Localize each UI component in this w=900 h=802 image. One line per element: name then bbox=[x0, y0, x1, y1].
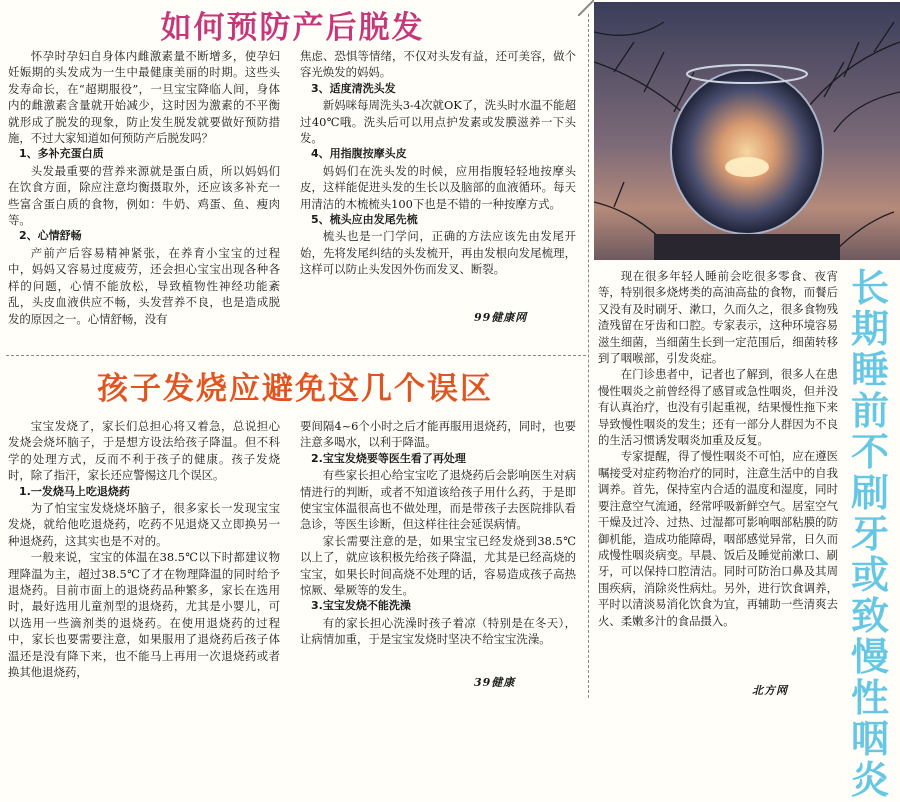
paragraph: 梳头也是一门学问，正确的方法应该先由发尾开始，先将发尾纠结的头发梳开，再由发根向发尾梳理，这样可以防止头发因外伤而发叉、断裂。 bbox=[300, 229, 576, 277]
paragraph: 在门诊患者中，记者也了解到，很多人在患慢性咽炎之前曾经得了感冒或急性咽炎，但并没有认真治疗，也没有引起重视，结果慢性拖下来导致慢性咽炎的发生；还有一部分人群因为不良的生活习惯诱发咽炎加重及反复。 bbox=[598, 367, 838, 448]
section-heading: 4、用指腹按摩头皮 bbox=[311, 147, 407, 161]
paragraph: 家长需要注意的是，如果宝宝已经发烧到38.5℃以上了，就应该积极先给孩子降温，尤其是已经高烧的宝宝，如果长时间高烧不处理的话，容易造成孩子高热惊厥、晕厥等的发生。 bbox=[300, 533, 576, 598]
paragraph: 宝宝发烧了，家长们总担心将又着急，总说担心发烧会烧坏脑子，于是想方设法给孩子降温。但不科学的处理方式，反而不利于孩子的健康。孩子发烧时，除了指汗，家长还应警惕这几个误区。 bbox=[8, 419, 280, 483]
article1-title: 如何预防产后脱发 bbox=[160, 10, 425, 46]
article3-source: 北方网 bbox=[752, 684, 788, 697]
article3-title: 长期睡前不刷牙或致慢性咽炎 bbox=[850, 266, 889, 802]
article3-body bbox=[598, 268, 838, 629]
paragraph: 有的家长担心洗澡时孩子着凉（特别是在冬天），让病情加重，于是宝宝发烧时坚决不给宝宝洗澡。 bbox=[300, 615, 576, 647]
paragraph: 焦虑、恐惧等情绪，不仅对头发有益，还可美容，做个容光焕发的妈妈。 bbox=[300, 49, 576, 80]
article1-column-1 bbox=[8, 48, 280, 327]
paragraph: 产前产后容易精神紧张，在养育小宝宝的过程中，妈妈又容易过度疲劳，还会担心宝宝出现各种各样的问题，心情不能放松，导致植物性神经功能紊乱，头皮血液供应不畅，头发营养不良，也是造成脱发的原因之一。心情舒畅，没有 bbox=[8, 245, 280, 326]
section-divider bbox=[6, 355, 586, 356]
section-heading: 1、多补充蛋白质 bbox=[19, 147, 104, 161]
paragraph: 现在很多年轻人睡前会吃很多零食、夜宵等，特别很多烧烤类的高油高盐的食物，而餐后又没有及时刷牙、漱口，久而久之，很多食物残渣残留在牙齿和口腔。专家表示，这种环境容易滋生细菌，当细菌生长到一定范围后，细菌转移到了咽喉部，引发炎症。 bbox=[598, 269, 838, 366]
paragraph: 怀孕时孕妇自身体内雌激素量不断增多，使孕妇妊娠期的头发成为一生中最健康美丽的时期。这些头发寿命长，在“超期服役”，一旦宝宝降临人间，身体内的雌激素含量就开始减少，这时因为激素的不平衡就形成了脱发的现象，防止发生脱发就要做好预防措施，不过大家知道如何预防产后脱发吗？ bbox=[8, 49, 280, 146]
paragraph: 新妈咪每周洗头3-4次就OK了，洗头时水温不能超过40℃哦。洗头后可以用点护发素或发膜滋养一下头发。 bbox=[300, 98, 576, 146]
article2-title: 孩子发烧应避免这几个误区 bbox=[97, 371, 493, 407]
section-heading: 3.宝宝发烧不能洗澡 bbox=[311, 599, 411, 613]
paragraph: 一般来说，宝宝的体温在38.5℃以下时都建议物理降温为主，超过38.5℃了才在物理降温的同时给予退烧药。目前市面上的退烧药品种繁多，家长在选用时，最好选用儿童剂型的退烧药，尤其是小婴儿，可以选用一些滴剂类的退烧药。在使用退烧药的过程中，家长也要需要注意，如果服用了退烧药后孩子体温还是没有降下来，也不能马上再用一次退烧药或者换其他退烧药， bbox=[8, 550, 280, 680]
article1-column-2 bbox=[300, 48, 576, 278]
paragraph: 专家提醒，得了慢性咽炎不可怕，应在遵医嘱接受对症药物治疗的同时，注意生活中的自我调养。首先，保持室内合适的温度和湿度，同时要注意空气流通，经常呼吸新鲜空气。居室空气干燥及过冷、过热、过湿都可影响咽部粘膜的防御机能，造成功能障碍，咽部感觉异常，日久而成慢性咽炎病变。早晨、饭后及睡觉前漱口、刷牙，可以保持口腔清洁。同时可防治口鼻及其周围疾病，消除炎性病灶。另外，进行饮食调养，平时以清淡易消化饮食为宜，再辅助一些清爽去火、柔嫩多汁的食品摄入。 bbox=[598, 449, 838, 628]
section-heading: 2.宝宝发烧要等医生看了再处理 bbox=[311, 451, 466, 465]
section-heading: 3、适度清洗头发 bbox=[311, 81, 396, 95]
sunset-glass-photo bbox=[594, 2, 900, 260]
paragraph: 妈妈们在洗头发的时候，应用指腹轻轻地按摩头皮，这样能促进头发的生长以及脑部的血液循环。每天用清洁的木梳梳头100下也是不错的一种按摩方式。 bbox=[300, 163, 576, 211]
paragraph: 头发最重要的营养来源就是蛋白质，所以妈妈们在饮食方面，除应注意均衡摄取外，还应该多补充一些富含蛋白质的食物，例如：牛奶、鸡蛋、鱼、瘦肉等。 bbox=[8, 163, 280, 228]
column-divider bbox=[588, 14, 589, 698]
article1-source: 99健康网 bbox=[474, 311, 528, 324]
section-heading: 2、心情舒畅 bbox=[19, 229, 82, 243]
article2-column-2 bbox=[300, 418, 576, 648]
section-heading: 5、梳头应由发尾先梳 bbox=[311, 213, 418, 227]
article2-source: 39健康 bbox=[474, 676, 516, 689]
article2-column-1 bbox=[8, 418, 280, 681]
paragraph: 有些家长担心给宝宝吃了退烧药后会影响医生对病情进行的判断，或者不知道该给孩子用什么药，于是即使宝宝体温很高也不做处理，而是带孩子去医院排队看急诊，等医生诊断，但这样往往会延误病情。 bbox=[300, 468, 576, 532]
section-heading: 1.一发烧马上吃退烧药 bbox=[19, 484, 130, 498]
paragraph: 为了怕宝宝发烧烧坏脑子，很多家长一发现宝宝发烧，就给他吃退烧药，吃药不见退烧又立即换另一种退烧药，这其实也是不对的。 bbox=[8, 501, 280, 548]
corner-ornament bbox=[578, 0, 594, 16]
paragraph: 要间隔4~6个小时之后才能再服用退烧药，同时，也要注意多喝水，以利于降温。 bbox=[300, 419, 576, 450]
